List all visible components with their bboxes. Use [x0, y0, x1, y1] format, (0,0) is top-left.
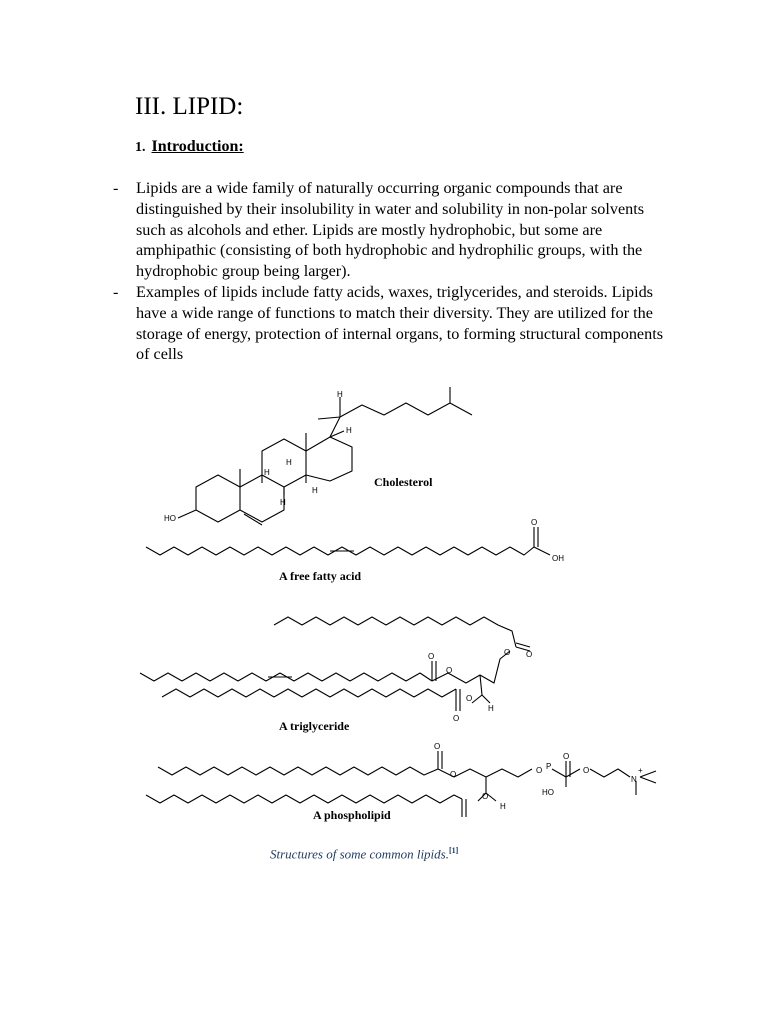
phospholipid-name: A phospholipid	[313, 808, 391, 822]
cholesterol-h-label: H	[346, 426, 352, 435]
cholesterol-h-bonds	[262, 431, 344, 495]
subsection-title: Introduction:	[151, 138, 244, 155]
cholesterol-ho-label: HO	[164, 514, 176, 523]
cholesterol-h-label: H	[280, 498, 286, 507]
bullet-marker: -	[113, 179, 119, 197]
triglyceride-o-label: O	[428, 652, 435, 661]
triglyceride-name: A triglyceride	[279, 719, 350, 733]
subsection-number: 1.	[135, 140, 146, 155]
cholesterol-structure	[164, 387, 472, 525]
triglyceride-o-label: O	[526, 650, 533, 659]
phospholipid-chain-top	[158, 767, 438, 775]
phospholipid-o-label: O	[563, 752, 570, 761]
fatty-acid-o-label: O	[531, 518, 538, 527]
phospholipid-choline	[590, 769, 656, 795]
lipid-structures-figure	[0, 385, 768, 840]
triglyceride-o-label: O	[466, 694, 473, 703]
triglyceride-chain-top	[274, 617, 516, 647]
cholesterol-ring-a	[196, 475, 240, 522]
phospholipid-o-label: O	[536, 766, 543, 775]
subsection-heading	[135, 138, 244, 156]
fatty-acid-name: A free fatty acid	[279, 569, 362, 583]
fatty-acid-oh-label: OH	[552, 554, 564, 563]
phospholipid-phosphate	[552, 761, 580, 787]
cholesterol-methyl-groups	[178, 397, 340, 518]
caption-text: Structures of some common lipids.	[270, 846, 449, 862]
phospholipid-p-label: P	[546, 762, 552, 771]
phospholipid-structure	[146, 742, 656, 822]
bullet-item	[113, 178, 673, 282]
bullet-marker: -	[113, 282, 119, 301]
cholesterol-h-label: H	[337, 390, 343, 399]
phospholipid-o-label: O	[434, 742, 441, 751]
triglyceride-chain-bottom	[162, 689, 456, 697]
caption-reference: [1]	[448, 846, 459, 855]
bullet-text: Lipids are a wide family of naturally occurring organic compounds that are distinguished by their insolubility in water and solubility in non-polar solvents such as alcohols and ether. Lipids are mostly hydrophobic, but some are amphipathic (consisting of both hydrophobic and hydrophilic groups, with the hydrophobic group being larger).	[136, 179, 645, 281]
fatty-acid-structure	[146, 518, 564, 583]
phospholipid-n-label: N	[631, 775, 637, 784]
fatty-acid-carboxyl	[534, 527, 550, 555]
triglyceride-h-label: H	[488, 704, 494, 713]
bullet-list	[113, 178, 673, 365]
phospholipid-charge-label: +	[638, 766, 643, 775]
triglyceride-structure	[140, 617, 532, 733]
triglyceride-o-label: O	[446, 666, 453, 675]
phospholipid-o-label: O	[583, 766, 590, 775]
triglyceride-o-label: O	[504, 648, 511, 657]
cholesterol-h-label: H	[286, 458, 292, 467]
cholesterol-h-label: H	[312, 486, 318, 495]
phospholipid-o-label: O	[482, 792, 489, 801]
phospholipid-ho-label: HO	[542, 788, 554, 797]
phospholipid-o-label: O	[450, 770, 457, 779]
section-heading: III. LIPID:	[135, 93, 244, 120]
phospholipid-chain-bottom	[146, 795, 462, 803]
cholesterol-double-bond	[244, 514, 262, 525]
bullet-item	[113, 282, 673, 365]
cholesterol-name: Cholesterol	[374, 475, 433, 489]
cholesterol-ring-c	[262, 439, 306, 487]
bullet-text: Examples of lipids include fatty acids, waxes, triglycerides, and steroids. Lipids have a wide range of functions to match their diversity. They are utilized for the storage of energy, protection of internal organs, to forming structural components of cells	[136, 282, 664, 364]
cholesterol-h-label: H	[264, 468, 270, 477]
triglyceride-o-label: O	[453, 714, 460, 723]
cholesterol-ring-d	[306, 437, 352, 481]
figure-caption	[270, 846, 458, 862]
phospholipid-h-label: H	[500, 802, 506, 811]
phospholipid-backbone	[438, 751, 532, 817]
